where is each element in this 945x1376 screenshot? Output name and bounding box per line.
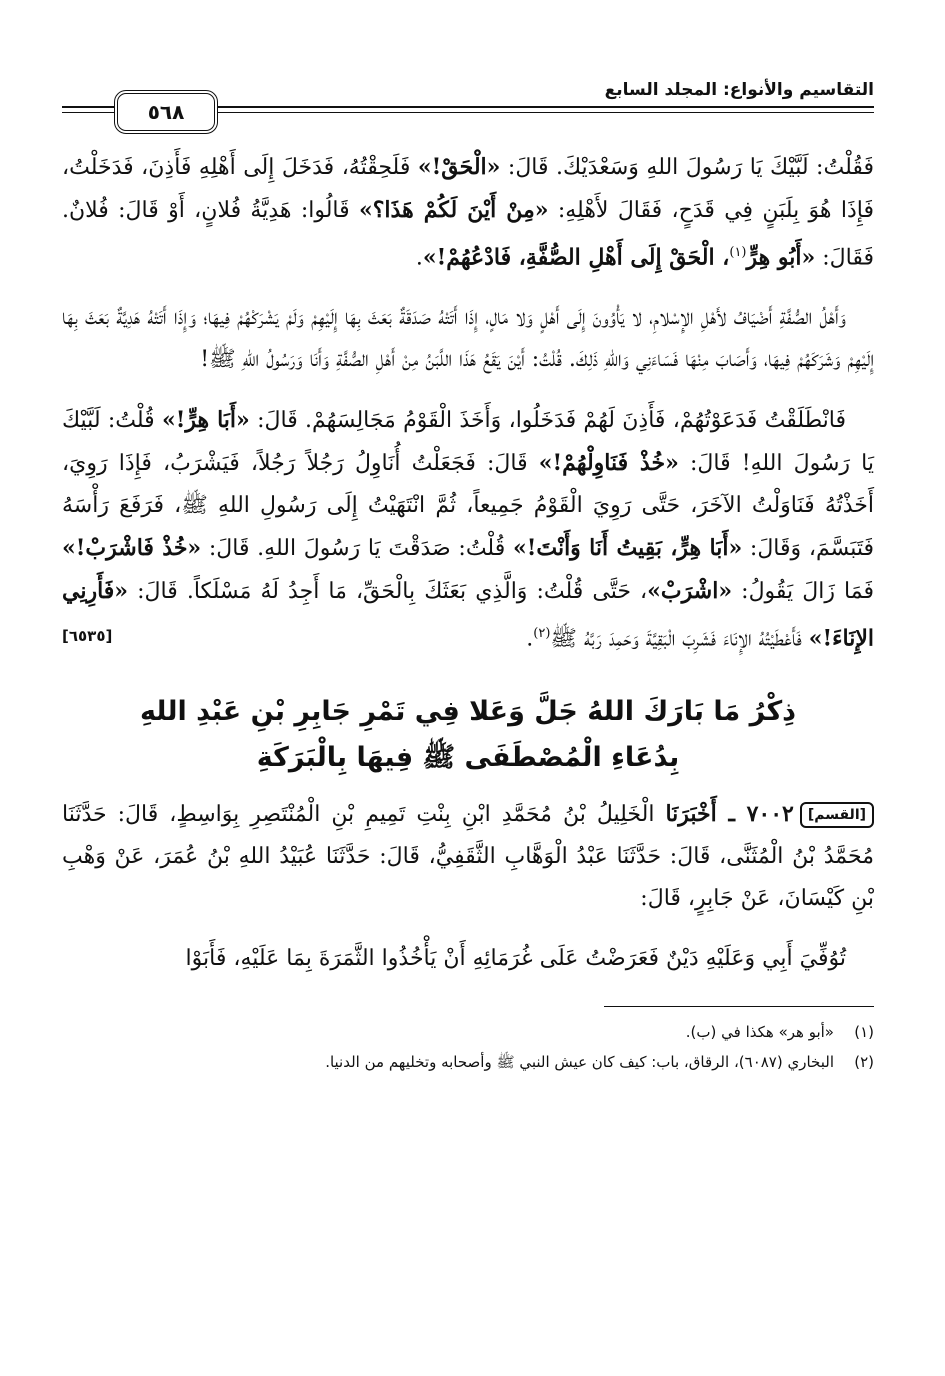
prophet-speech: «الْحَقْ!» (417, 154, 501, 180)
chapter-heading (62, 689, 874, 781)
text-segment: ، حَتَّى قُلْتُ: وَالَّذِي بَعَثَكَ بِالْحَقِّ، مَا أَجِدُ لَهُ مَسْلَكاً. قَالَ: (128, 579, 648, 605)
prophet-speech: «أَبَا هِرٍّ، بَقِيتُ أَنَا وَأَنْتَ!» (512, 535, 743, 562)
footnote (62, 1017, 874, 1047)
prophet-speech: «فَأَرِنِي الإِنَاءَ!» (62, 578, 874, 652)
running-title: التقاسيم والأنواع: المجلد السابع (604, 80, 874, 100)
footnote-number: (٢) (854, 1052, 874, 1071)
header-rule (212, 106, 874, 108)
footnote-number: (١) (854, 1022, 874, 1041)
isnad-text: الْخَلِيلُ بْنُ مُحَمَّدِ ابْنِ بِنْتِ تَمِيمِ بْنِ الْمُنْتَصِرِ بِوَاسِطٍ، قَالَ: حَدَّثَنَا مُحَمَّدُ بْنُ الْمُثَنَّى، قَالَ: حَدَّثَنَا عَبْدُ الْوَهَّابِ الثَّقَفِيُّ، قَالَ: حَدَّثَنَا عُبَيْدُ اللهِ بْنُ عُمَرَ، عَنْ وَهْبِ بْنِ كَيْسَانَ، عَنْ جَابِرٍ، قَالَ: (62, 801, 874, 911)
footnotes (62, 1017, 874, 1077)
text-segment: قُلْتُ: لَبَّيْكَ يَا رَسُولَ اللهِ! قَالَ: (62, 408, 874, 477)
text-segment: قُلْتُ: صَدَقْتَ يَا رَسُولَ اللهِ. قَالَ: (201, 536, 513, 562)
heading-line: ذِكْرُ مَا بَارَكَ اللهُ جَلَّ وَعَلا فِي تَمْرِ جَابِرِ بْنِ عَبْدِ اللهِ (139, 695, 797, 727)
prophet-speech: «خُذْ فَنَاوِلْهُمْ!» (538, 450, 679, 477)
text-segment: فَمَا زَالَ يَقُولُ: (732, 579, 874, 605)
footnote-text: البخاري (٦٠٨٧)، الرقاق، باب: كيف كان عيش النبي ﷺ وأصحابه وتخليهم من الدنيا. (325, 1052, 834, 1071)
header-rule (212, 112, 874, 113)
text-segment: فَانْطَلَقْتُ فَدَعَوْتُهُمْ، فَأَذِنَ لَهُمْ فَدَخَلُوا، وَأَخَذَ الْقَوْمُ مَجَالِسَهُمْ. قَالَ: (249, 408, 847, 434)
hadith-label: [القسم] (800, 802, 874, 828)
text-segment: قَالُوا: هَدِيَّةُ فُلانٍ، أَوْ قَالَ: فُلانٌ. فَقَالَ: (62, 198, 874, 271)
page-header (62, 60, 874, 124)
paragraph (62, 399, 874, 660)
header-rule (62, 112, 114, 113)
text-segment: . (526, 626, 534, 652)
footnote-marker: (١) (729, 245, 747, 260)
hadith-matn: تُوُفِّيَ أَبِي وَعَلَيْهِ دَيْنٌ فَعَرَضْتُ عَلَى غُرَمَائِهِ أَنْ يَأْخُذُوا الثَّمَرَةَ بِمَا عَلَيْهِ، فَأَبَوْا (185, 945, 846, 971)
prophet-speech: «خُذْ فَاشْرَبْ!» (62, 535, 202, 562)
text-segment: قَالَ: فَجَعَلْتُ أُنَاوِلُ رَجُلاً رَجُلاً، فَيَشْرَبُ، فَإِذَا رَوِيَ، أَخَذْتُهُ فَنَاوَلْتُ الآخَرَ، حَتَّى رَوِيَ الْقَوْمُ جَمِيعاً، ثُمَّ انْتَهَيْتُ إِلَى رَسُولِ اللهِ ﷺ، فَرَفَعَ رَأْسَهُ فَتَبَسَّمَ، وَقَالَ: (62, 451, 875, 562)
text-segment: . (415, 245, 423, 271)
hadith-reference: [٦٥٣٥] (62, 627, 113, 646)
text-segment: فَقُلْتُ: لَبَّيْكَ يَا رَسُولَ اللهِ وَسَعْدَيْكَ. قَالَ: (500, 155, 874, 180)
heading-line: بِدُعَاءِ الْمُصْطَفَى ﷺ فِيهَا بِالْبَرَكَةِ (256, 741, 680, 773)
prophet-speech: «أَبُو هِرٍّ (746, 244, 816, 271)
footnote-text: «أبو هر» هكذا في (ب). (685, 1022, 834, 1041)
book-page (62, 60, 874, 1077)
prophet-speech: «أَبَا هِرٍّ!» (161, 407, 250, 434)
paragraph: وَأَهْلُ الصُّفَّةِ أَضْيَافُ لأَهْلِ الإِسْلامِ، لا يَأْوُونَ إِلَى أَهْلٍ وَلا مَالٍ، إِذَا أَتَتْهُ صَدَقَةٌ بَعَثَ بِهَا إِلَيْهِمْ وَلَمْ يَشْرَكْهُمْ فِيهَا؛ وَإِذَا أَتَتْهُ هَدِيَّةٌ بَعَثَ بِهَا إِلَيْهِمْ وَشَرَكَهُمْ فِيهَا، وَأَصَابَ مِنْهَا فَسَاءَنِي وَاللهِ ذَلِكَ. قُلْتُ: أَيْنَ يَقَعُ هَذَا اللَّبَنُ مِنْ أَهْلِ الصُّفَّةِ وَأَنَا وَرَسُولُ اللهِ ﷺ! (62, 305, 874, 373)
prophet-speech: «مِنْ أَيْنَ لَكُمْ هَذَا؟» (359, 197, 549, 223)
prophet-speech: ، الْحَقْ إِلَى أَهْلِ الصُّفَّةِ، فَادْعُهُمْ!» (422, 244, 730, 271)
footnote-separator (604, 1006, 874, 1007)
footnote-marker: (٢) (533, 626, 551, 642)
header-rule (62, 106, 114, 108)
text-segment: فَلَحِقْتُهُ، فَدَخَلَ إِلَى أَهْلِهِ فَأَذِنَ، فَدَخَلْتُ، فَإِذَا هُوَ بِلَبَنٍ فِي قَدَحٍ، فَقَالَ لأَهْلِهِ: (62, 155, 874, 223)
paragraph (62, 146, 874, 279)
akhbarana: أَخْبَرَنَا (665, 800, 717, 827)
hadith-number: ٧٠٠٢ ـ (716, 800, 794, 827)
main-text (62, 146, 874, 980)
footnote (62, 1047, 874, 1077)
page-number: ٥٦٨ (114, 90, 218, 134)
hadith-isnad (62, 793, 874, 920)
text-segment: فَأَعْطَيْتُهُ الإِنَاءَ فَشَرِبَ الْبَقِيَّةَ وَحَمِدَ رَبَّهُ ﷺ (550, 626, 809, 652)
prophet-speech: «اشْرَبْ» (647, 578, 733, 605)
